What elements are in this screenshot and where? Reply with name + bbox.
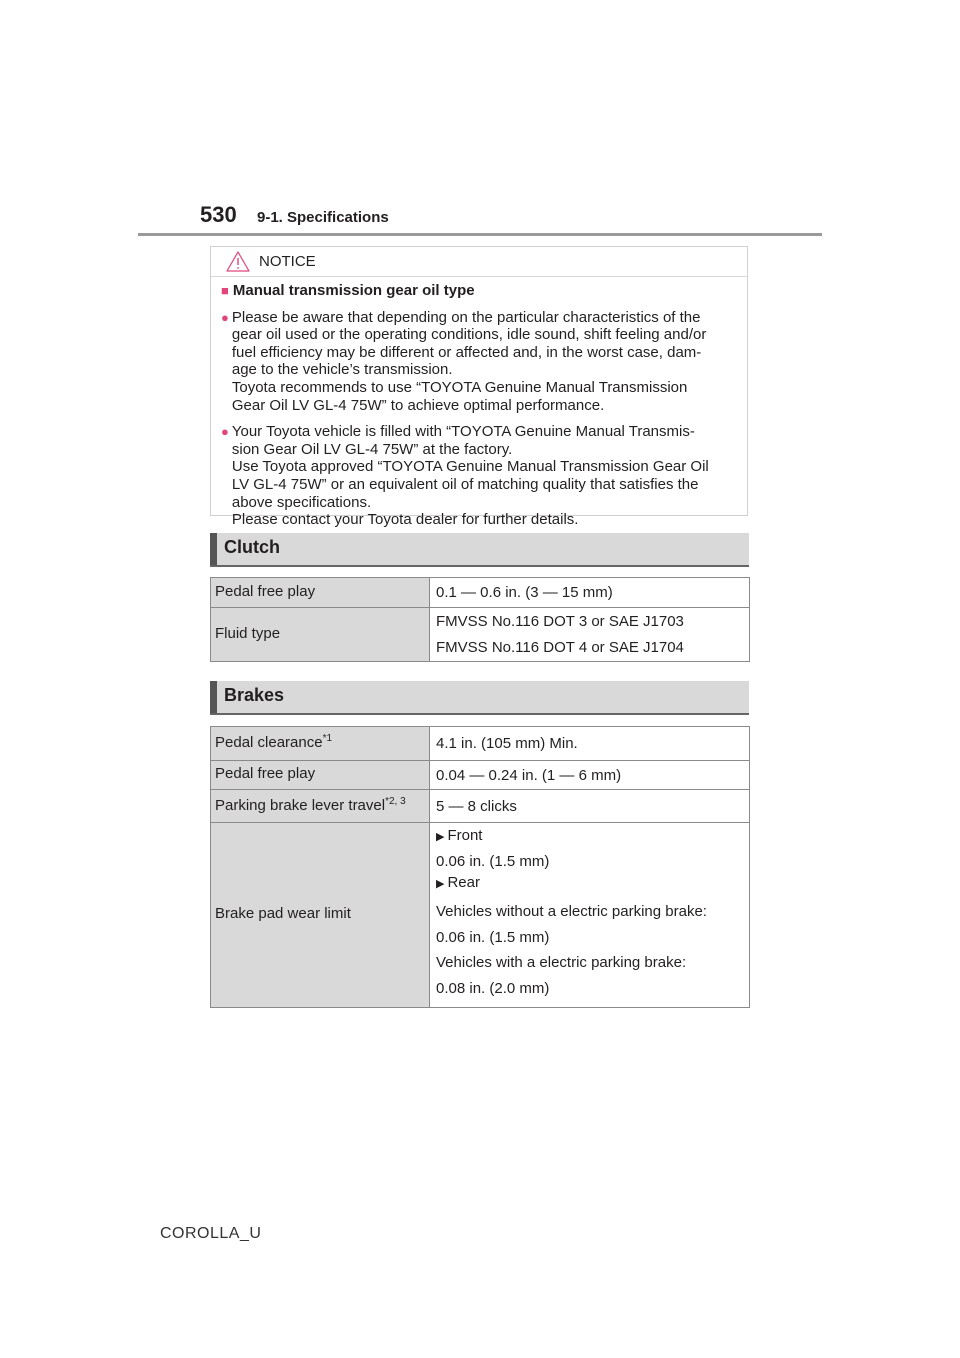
value-line: 0.06 in. (1.5 mm) — [436, 929, 550, 946]
spec-label: Fluid type — [211, 608, 430, 662]
footer-model: COROLLA_U — [160, 1225, 262, 1242]
rear-subheading — [436, 876, 749, 891]
table-row — [211, 790, 750, 823]
text-line: Please contact your Toyota dealer for further details. — [231, 511, 579, 529]
footnote-mark: *2, 3 — [385, 795, 406, 807]
table-row — [211, 578, 750, 608]
warning-icon — [226, 251, 250, 272]
spec-value: 4.1 in. (105 mm) Min. — [430, 727, 750, 761]
notice-heading-text: Manual transmission gear oil type — [232, 282, 475, 299]
spec-label — [211, 727, 430, 761]
value-line: FMVSS No.116 DOT 3 or SAE J1703 — [436, 612, 684, 630]
text-line: Your Toyota vehicle is filled with “TOYOTA Genuine Manual Transmis- — [231, 423, 695, 441]
rear-label: Rear — [447, 874, 480, 891]
text-line: Toyota recommends to use “TOYOTA Genuine Manual Transmission — [231, 378, 688, 396]
triangle-right-icon: ▶ — [436, 878, 445, 890]
spec-value: 5 — 8 clicks — [430, 790, 750, 823]
table-row — [211, 823, 750, 1008]
text-line: age to the vehicle’s transmission. — [231, 361, 453, 379]
table-row — [211, 727, 750, 761]
value-line: FMVSS No.116 DOT 4 or SAE J1704 — [436, 638, 684, 656]
front-label: Front — [447, 827, 483, 844]
notice-bullet-text — [232, 309, 735, 415]
text-line: gear oil used or the operating conditions, idle sound, shift feeling and/or — [231, 326, 707, 344]
spec-label — [211, 790, 430, 823]
brakes-heading — [210, 681, 749, 715]
spec-label: Pedal free play — [211, 578, 430, 608]
notice-header — [211, 247, 747, 277]
spec-value — [430, 823, 750, 1008]
table-row — [211, 608, 750, 662]
notice-box — [210, 246, 748, 529]
spec-label-text: Parking brake lever travel — [215, 796, 386, 814]
page-number: 530 — [200, 202, 237, 227]
text-line: sion Gear Oil LV GL-4 75W” at the factory. — [231, 440, 513, 458]
spec-value — [430, 608, 750, 662]
footnote-mark: *1 — [322, 733, 333, 744]
text-line: fuel efficiency may be different or affected and, in the worst case, dam- — [231, 343, 702, 361]
notice-heading — [221, 282, 735, 300]
brakes-title: Brakes — [224, 685, 285, 705]
text-line: Please be aware that depending on the particular characteristics of the — [231, 308, 701, 326]
notice-bullet-text — [232, 423, 735, 529]
circle-bullet-icon: ● — [221, 424, 229, 440]
spec-value: 0.1 — 0.6 in. (3 — 15 mm) — [430, 578, 750, 608]
clutch-heading — [210, 533, 749, 567]
text-line: above specifications. — [231, 493, 372, 511]
spec-label: Pedal free play — [211, 761, 430, 790]
spec-label: Brake pad wear limit — [211, 823, 430, 1008]
notice-bullet — [221, 423, 735, 529]
clutch-table — [210, 577, 750, 662]
triangle-right-icon: ▶ — [436, 831, 445, 843]
value-line: Vehicles without a electric parking brake: — [436, 903, 707, 920]
front-subheading — [436, 825, 749, 848]
spec-value: 0.04 — 0.24 in. (1 — 6 mm) — [430, 761, 750, 790]
table-row — [211, 761, 750, 790]
brakes-table — [210, 726, 750, 1008]
text-line: Gear Oil LV GL-4 75W” to achieve optimal performance. — [231, 396, 605, 414]
square-bullet-icon: ■ — [221, 283, 229, 298]
section-title: 9-1. Specifications — [257, 209, 389, 226]
text-line: LV GL-4 75W” or an equivalent oil of matching quality that satisfies the — [231, 475, 699, 493]
spec-label-text: Pedal clearance — [215, 734, 323, 751]
value-line: 0.06 in. (1.5 mm) — [436, 853, 550, 870]
notice-bullet — [221, 309, 735, 415]
header-rule — [138, 233, 822, 236]
value-line: Vehicles with a electric parking brake: — [436, 954, 687, 971]
text-line: Use Toyota approved “TOYOTA Genuine Manual Transmission Gear Oil — [231, 458, 709, 476]
value-line: 0.08 in. (2.0 mm) — [436, 980, 550, 997]
notice-label: NOTICE — [259, 253, 316, 270]
notice-body — [211, 277, 747, 529]
clutch-title: Clutch — [224, 537, 280, 557]
circle-bullet-icon: ● — [221, 309, 229, 325]
